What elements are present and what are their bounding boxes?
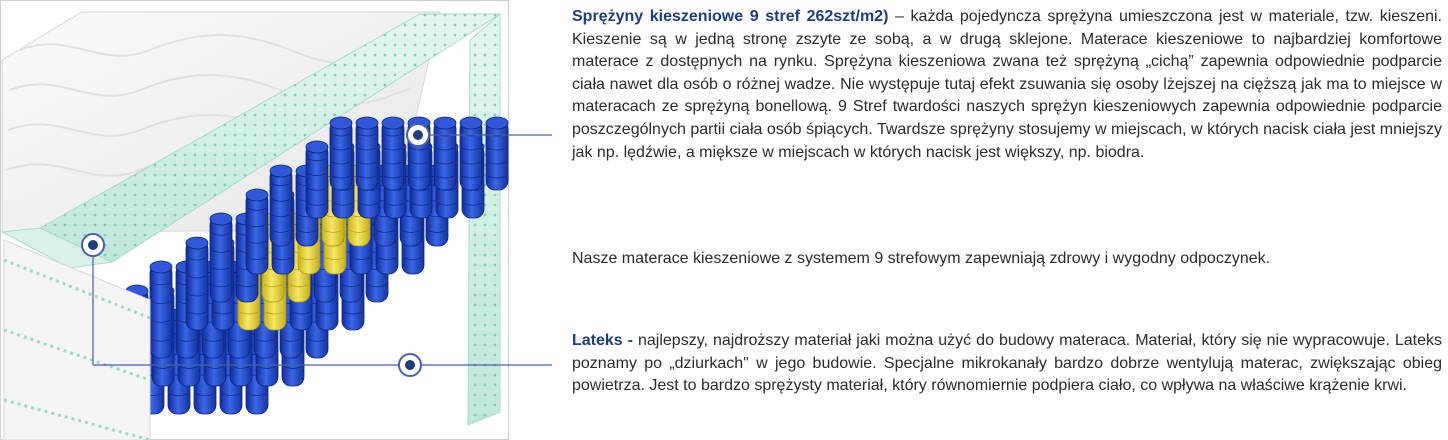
pocket-spring-blue [486, 117, 508, 190]
pocket-spring-blue [210, 213, 232, 302]
pocket-springs-closing: Nasze materace kieszeniowe z systemem 9 strefowym zapewniają zdrowy i wygodny odpoczynek. [572, 250, 1271, 267]
latex-title: Lateks - [572, 332, 634, 349]
pocket-spring-blue [150, 261, 172, 358]
mattress-cross-section-illustration [0, 0, 560, 440]
pocket-springs-body: – każda pojedyncza sprężyna umieszczona jest w materiale, tzw. kieszeni. Kieszenie są w jedną stronę zszyte ze sobą, a w drugą sklejone. Materace kieszeniowe to najbardziej komfortowe materace z dostępnych na rynku. Sprężyna kieszeniowa zwana też sprężyną „cichą” zapewnia odpowiednie podparcie ciała nawet dla osób o różnej wadze. Nie występuje tutaj efekt zsuwania się osoby lżejszej na cięższą jak ma to miejsce w materacach ze sprężyną bonellową. 9 Stref twardości naszych sprężyn kieszeniowych zapewnia odpowiednie podparcie poszczególnych partii ciała osób śpiących. Twardsze sprężyny stosujemy w miejscach, w których nacisk ciała jest mniejszy jak np. lędźwie, a miększe w miejscach w których nacisk jest większy, np. biodra. [572, 8, 1442, 161]
pocket-spring-blue [330, 117, 352, 190]
pocket-spring-blue [246, 189, 268, 274]
latex-description [572, 330, 1442, 398]
latex-side-wall [468, 14, 500, 425]
pocket-spring-blue [356, 117, 378, 190]
pocket-spring-blue [434, 117, 456, 190]
latex-body: najlepszy, najdroższy materiał jaki można użyć do budowy materaca. Materiał, który się nie wypracowuje. Lateks poznamy po „dziurkach" w jego budowie. Specjalne mikrokanały bardzo dobrze wentylują materac, zwiększając obieg powietrza. Jest to bardzo sprężysty materiał, który równomiernie podpiera ciało, co wpływa na właściwe krążenie krwi. [572, 332, 1443, 395]
pocket-spring-blue [270, 165, 292, 246]
pocket-spring-blue [186, 237, 208, 330]
pocket-spring-blue [306, 141, 328, 218]
pocket-springs-title: Sprężyny kieszeniowe 9 stref 262szt/m2) [572, 8, 889, 25]
pocket-springs-description [572, 6, 1442, 164]
pocket-spring-blue [460, 117, 482, 190]
pocket-spring-blue [382, 117, 404, 190]
